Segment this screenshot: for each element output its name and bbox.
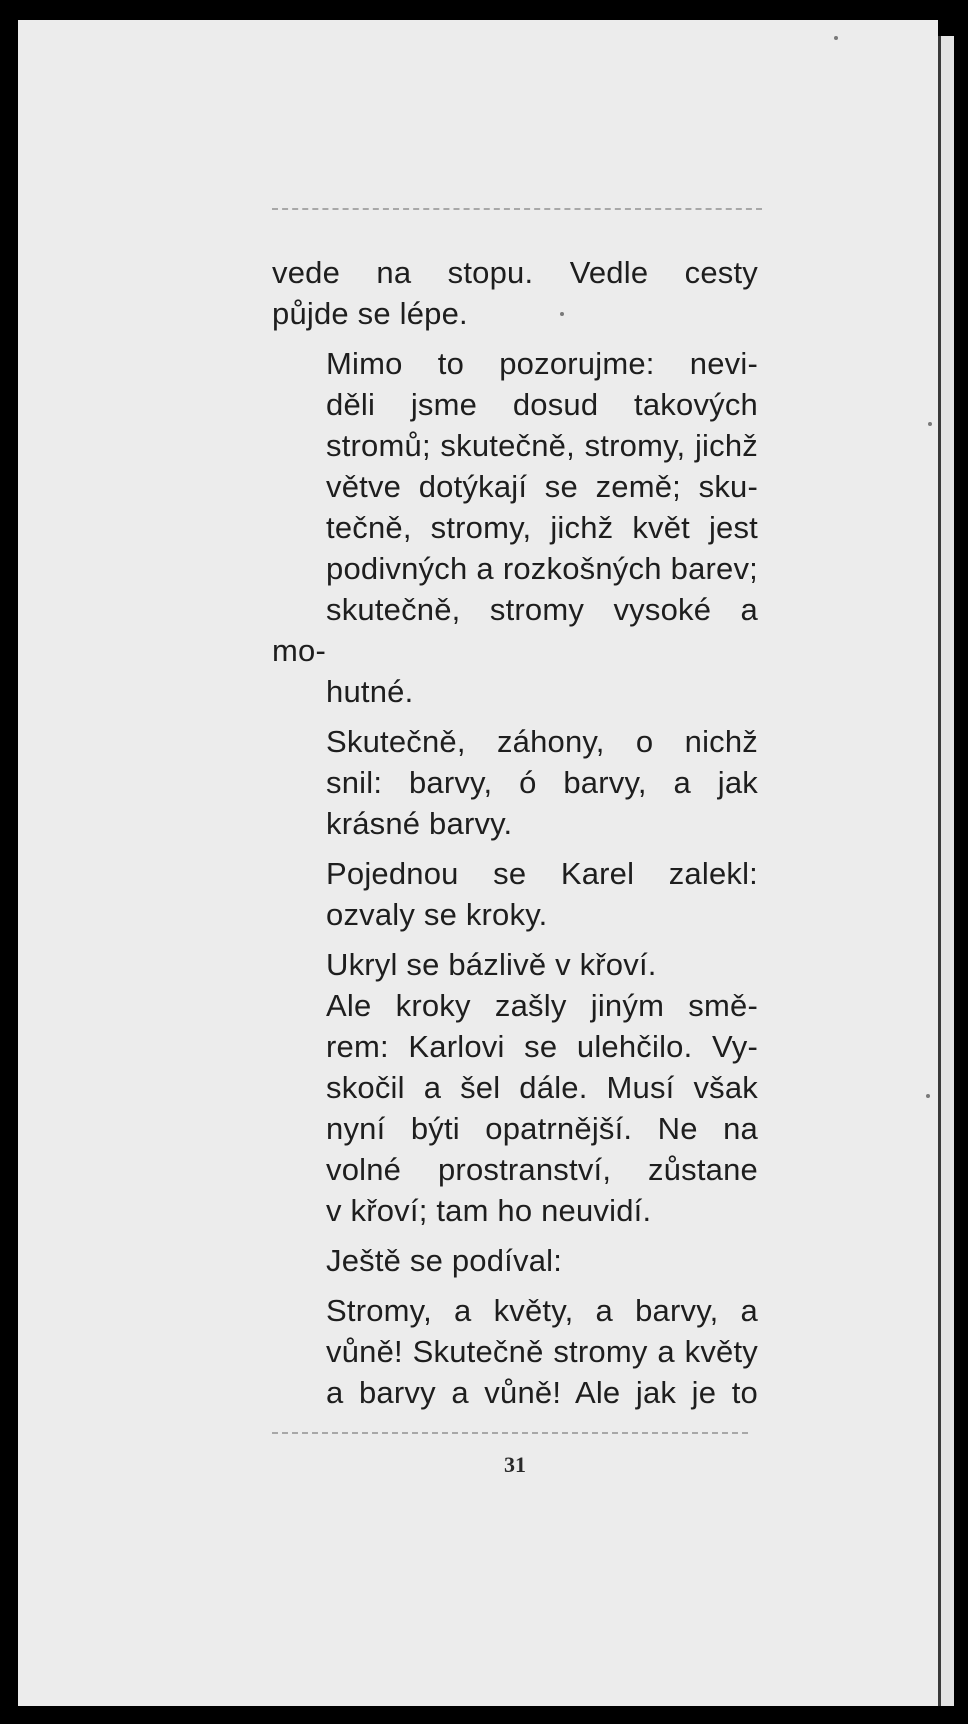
text-line: Skutečně, záhony, o nichž	[326, 724, 758, 759]
print-speck	[560, 312, 564, 316]
print-speck	[926, 1094, 930, 1098]
text-line: ozvaly se kroky.	[326, 897, 548, 932]
text-line: vůně! Skutečně stromy a květy	[326, 1334, 758, 1369]
text-line: Pojednou se Karel zalekl:	[326, 856, 758, 891]
paragraph-2	[272, 343, 758, 712]
print-speck	[834, 36, 838, 40]
paragraph-5	[272, 944, 758, 985]
paragraph-4	[272, 853, 758, 935]
text-line: a barvy a vůně! Ale jak je to	[326, 1375, 758, 1410]
print-speck	[928, 422, 932, 426]
text-line: rem: Karlovi se ulehčilo. Vy-	[326, 1029, 758, 1064]
text-line: nyní býti opatrnější. Ne na	[326, 1111, 758, 1146]
text-line: Ještě se podíval:	[326, 1243, 563, 1278]
header-rule	[272, 208, 762, 210]
text-line: děli jsme dosud takových	[326, 387, 758, 422]
text-line: půjde se lépe.	[272, 296, 468, 331]
body-text	[272, 252, 758, 1422]
text-line: skočil a šel dále. Musí však	[326, 1070, 758, 1105]
text-line: volné prostranství, zůstane	[326, 1152, 758, 1187]
text-line: vede na stopu. Vedle cesty	[272, 255, 758, 290]
text-line: Stromy, a květy, a barvy, a	[326, 1293, 758, 1328]
text-line: krásné barvy.	[326, 806, 513, 841]
text-line: větve dotýkají se země; sku-	[326, 469, 758, 504]
text-line: stromů; skutečně, stromy, jichž	[326, 428, 758, 463]
text-line: tečně, stromy, jichž květ jest	[326, 510, 758, 545]
text-line: Mimo to pozorujme: nevi-	[326, 346, 758, 381]
footer-rule	[272, 1432, 748, 1434]
text-line: v křoví; tam ho neuvidí.	[326, 1193, 652, 1228]
text-line: Ukryl se bázlivě v křoví.	[326, 947, 657, 982]
text-line: Ale kroky zašly jiným smě-	[326, 988, 758, 1023]
page-number: 31	[504, 1452, 526, 1477]
text-line: hutné.	[326, 674, 414, 709]
paragraph-7	[272, 1240, 758, 1281]
paragraph-8	[272, 1290, 758, 1413]
paragraph-1	[272, 252, 758, 334]
text-line: skutečně, stromy vysoké a mo-	[272, 592, 758, 668]
text-line: snil: barvy, ó barvy, a jak	[326, 765, 758, 800]
text-line: podivných a rozkošných barev;	[326, 551, 758, 586]
paragraph-3	[272, 721, 758, 844]
paragraph-6	[272, 985, 758, 1231]
